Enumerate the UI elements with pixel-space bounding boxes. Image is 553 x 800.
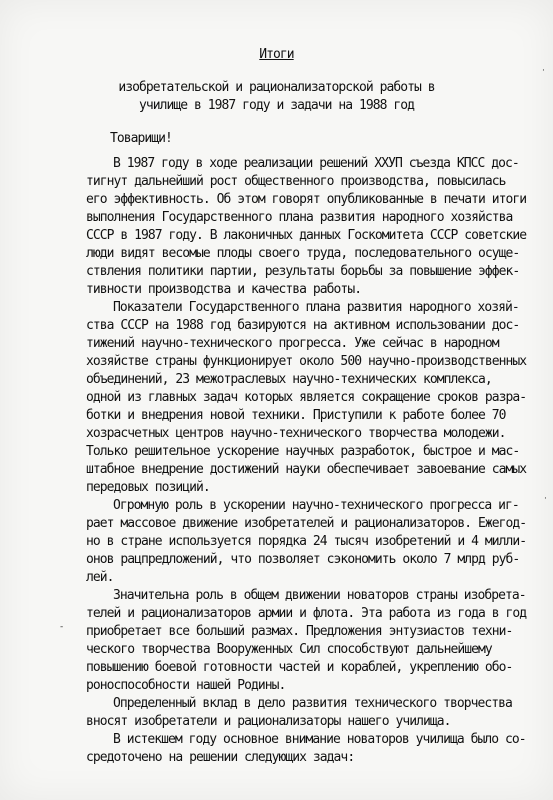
paragraph-line: СССР в 1987 году. В лаконичных данных Госкомитета СССР советские: [86, 228, 527, 243]
paragraph-line: вносят изобретатели и рационализаторы нашего училища.: [86, 714, 451, 729]
paragraph-line: Показатели Государственного плана развития народного хозяй-: [113, 300, 519, 315]
paragraph-line: тигнут дальнейший рост общественного производства, повысилась: [86, 174, 506, 189]
paragraph-line: В истекшем году основное внимание новаторов училища было со-: [113, 732, 526, 747]
scan-speck: ·: [544, 494, 546, 504]
paragraph-line: объединений, 23 межотраслевых научно-технических комплекса,: [86, 372, 492, 387]
paragraph-line: рает массовое движение изобретателей и рационализаторов. Ежегод-: [86, 516, 527, 531]
paragraph-line: роноспособности нашей Родины.: [86, 678, 286, 693]
paragraph-line: тивности производства и качества работы.: [86, 282, 362, 297]
paragraph-line: Огромную роль в ускорении научно-технического прогресса иг-: [113, 498, 519, 513]
paragraph-line: ства СССР на 1988 год базируются на активном использовании дос-: [86, 318, 520, 333]
paragraph-line: ботки и внедрения новой техники. Приступили к работе более 70: [86, 408, 506, 423]
document-title: Итоги: [259, 47, 294, 62]
paragraph-line: Только решительное ускорение научных разработок, быстрое и мас-: [86, 444, 520, 459]
scan-speck: -: [60, 622, 63, 632]
paragraph-line: Определенный вклад в дело развития технического творчества: [113, 696, 512, 711]
paragraph-line: одной из главных задач которых является сокращение сроков разра-: [86, 390, 527, 405]
paragraph-line: выполнения Государственного плана развития народного хозяйства: [86, 210, 513, 225]
paragraph-line: лей.: [86, 570, 114, 585]
paragraph-line: телей и рационализаторов армии и флота. Эта работа из года в год: [86, 606, 527, 621]
paragraph-line: хозрасчетных центров научно-технического творчества молодежи.: [86, 426, 506, 441]
paragraph-line: но в стране используется порядка 24 тысяч изобретений и 4 милли-: [86, 534, 527, 549]
greeting: Товарищи!: [110, 131, 172, 146]
document-subtitle-line-1: изобретательской и рационализаторской работы в: [118, 80, 435, 95]
paragraph-line: люди видят весомые плоды своего труда, последовательного осуще-: [86, 246, 520, 261]
paragraph-line: его эффективность. Об этом говорят опубликованные в печати итоги: [86, 192, 527, 207]
paragraph-line: тижений научно-технического прогресса. Уже сейчас в народном: [86, 336, 499, 351]
paragraph-line: передовых позиций.: [86, 480, 210, 495]
paragraph-line: ствления политики партии, результаты борьбы за повышение эффек-: [86, 264, 520, 279]
paragraph-line: повышению боевой готовности частей и кораблей, укреплению обо-: [86, 660, 513, 675]
document-subtitle-line-2: училище в 1987 году и задачи на 1988 год: [138, 98, 415, 113]
paragraph-line: онов рацпредложений, что позволяет сэкономить около 7 млрд руб-: [86, 552, 520, 567]
paragraph-line: приобретает все больший размах. Предложения энтузиастов техни-: [86, 624, 513, 639]
paragraph-line: штабное внедрение достижений науки обеспечивает завоевание самых: [86, 462, 527, 477]
paragraph-line: хозяйстве страны функционирует около 500 научно-производственных: [86, 354, 527, 369]
paragraph-line: Значительна роль в общем движении новаторов страны изобрета-: [113, 588, 526, 603]
paragraph-line: ческого творчества Вооруженных Сил способствуют дальнейшему: [86, 642, 492, 657]
paragraph-line: В 1987 году в ходе реализации решений XXУП съезда КПСС дос-: [113, 156, 519, 171]
scan-speck: ·: [542, 66, 544, 76]
paragraph-line: средоточено на решении следующих задач:: [86, 750, 355, 765]
